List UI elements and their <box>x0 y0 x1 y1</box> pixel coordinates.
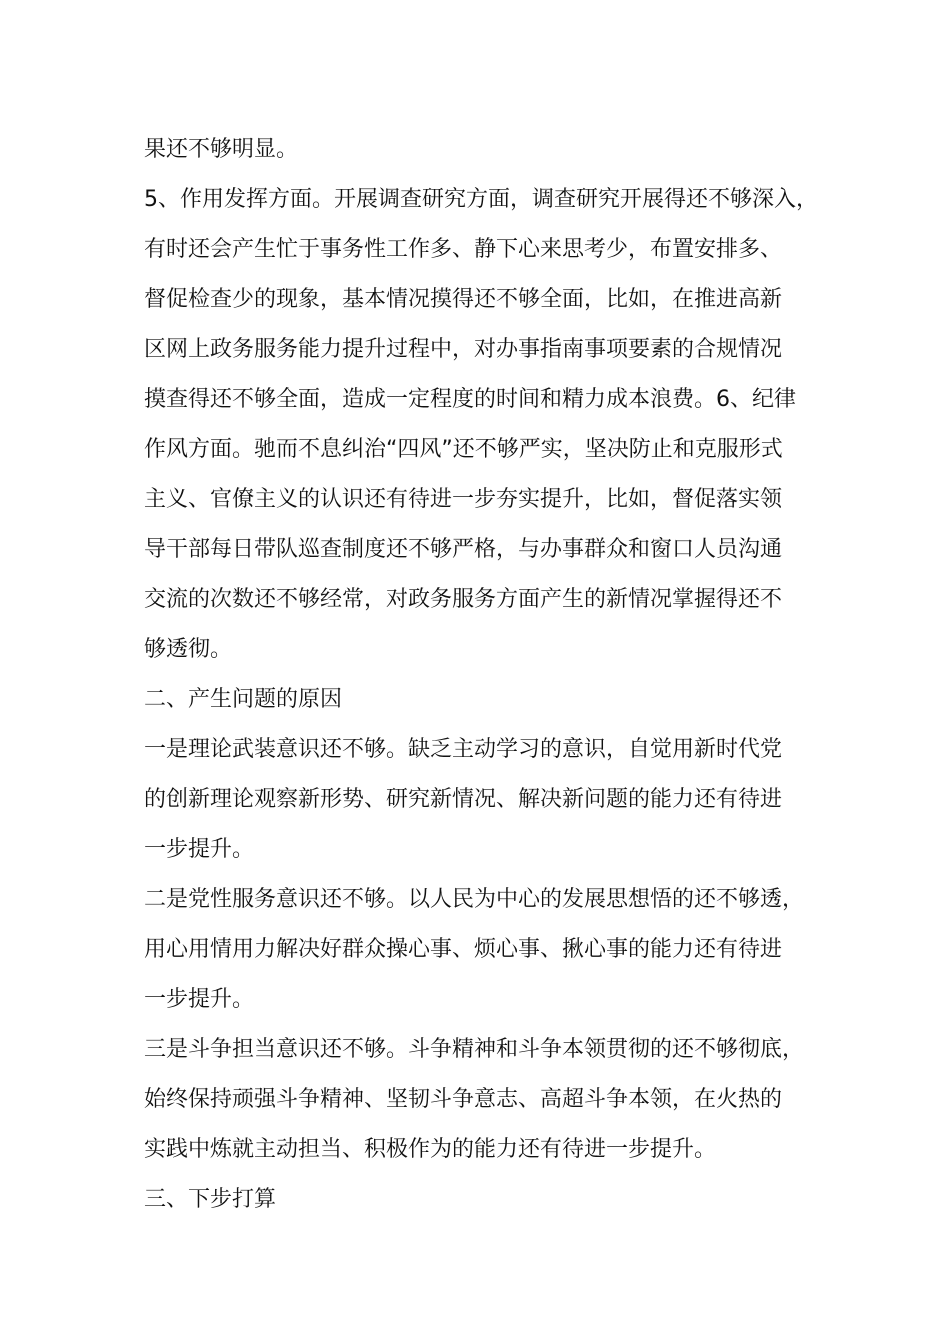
text-line: 5、作用发挥方面。开展调查研究方面，调查研究开展得还不够深入， <box>144 187 818 212</box>
text-line: 用心用情用力解决好群众操心事、烦心事、揪心事的能力还有待进 <box>144 937 783 962</box>
text-line: 三是斗争担当意识还不够。斗争精神和斗争本领贯彻的还不够彻底， <box>144 1037 805 1062</box>
section-heading: 三、下步打算 <box>144 1187 277 1212</box>
text-line: 始终保持顽强斗争精神、坚韧斗争意志、高超斗争本领，在火热的 <box>144 1087 783 1112</box>
text-line: 督促检查少的现象，基本情况摸得还不够全面，比如，在推进高新 <box>144 287 783 312</box>
text-line: 交流的次数还不够经常，对政务服务方面产生的新情况掌握得还不 <box>144 587 783 612</box>
text-line: 实践中炼就主动担当、积极作为的能力还有待进一步提升。 <box>144 1137 717 1162</box>
text-line: 的创新理论观察新形势、研究新情况、解决新问题的能力还有待进 <box>144 787 783 812</box>
text-line: 够透彻。 <box>144 637 233 662</box>
text-line: 区网上政务服务能力提升过程中，对办事指南事项要素的合规情况 <box>144 337 783 362</box>
text-line: 一是理论武装意识还不够。缺乏主动学习的意识，自觉用新时代党 <box>144 737 783 762</box>
section-heading: 二、产生问题的原因 <box>144 687 343 712</box>
text-line: 果还不够明显。 <box>144 137 299 162</box>
text-line: 一步提升。 <box>144 837 255 862</box>
text-line: 作风方面。驰而不息纠治“四风”还不够严实，坚决防止和克服形式 <box>144 437 783 462</box>
document-body <box>144 125 834 1225</box>
text-line: 摸查得还不够全面，造成一定程度的时间和精力成本浪费。6、纪律 <box>144 387 796 412</box>
text-line: 有时还会产生忙于事务性工作多、静下心来思考少，布置安排多、 <box>144 237 783 262</box>
text-line: 主义、官僚主义的认识还有待进一步夯实提升，比如，督促落实领 <box>144 487 783 512</box>
text-line: 导干部每日带队巡查制度还不够严格，与办事群众和窗口人员沟通 <box>144 537 783 562</box>
text-line: 一步提升。 <box>144 987 255 1012</box>
text-line: 二是党性服务意识还不够。以人民为中心的发展思想悟的还不够透， <box>144 887 805 912</box>
